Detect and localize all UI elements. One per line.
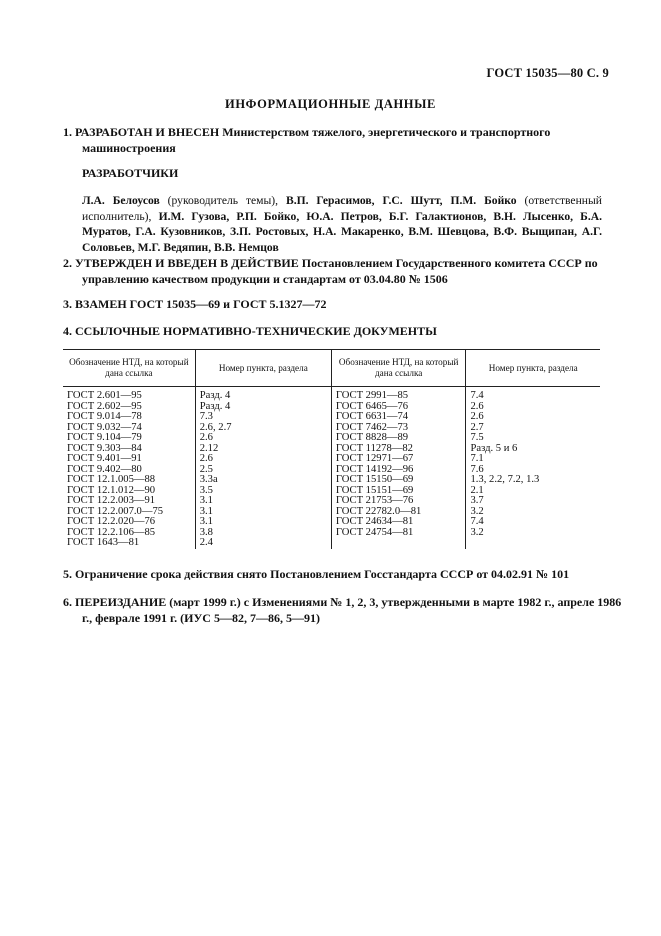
cell-ntd-right: ГОСТ 21753—76: [331, 496, 466, 507]
section-6-label: 6. ПЕРЕИЗДАНИЕ: [63, 595, 167, 609]
cell-clause-left: 7.3: [195, 412, 331, 423]
section-1-label: 1. РАЗРАБОТАН И ВНЕСЕН: [63, 125, 220, 139]
cell-ntd-left: ГОСТ 9.303—84: [67, 442, 142, 454]
cell-ntd-left: ГОСТ 1643—81: [67, 537, 140, 548]
cell-clause-left: 3.1: [195, 507, 331, 518]
table-row: [63, 454, 600, 465]
table-row: [63, 402, 600, 413]
cell-clause-right: 3.2: [466, 528, 600, 539]
cell-ntd-left: ГОСТ 12.1.012—90: [67, 484, 156, 496]
cell-clause-right: 7.4: [466, 387, 600, 402]
cell-clause-right: 2.6: [466, 412, 600, 423]
section-4-label: 4. ССЫЛОЧНЫЕ НОРМАТИВНО-ТЕХНИЧЕСКИЕ ДОКУМЕНТЫ: [63, 324, 437, 338]
cell-clause-right: 7.6: [466, 465, 600, 476]
cell-clause-left: 3.1: [195, 517, 331, 528]
cell-clause-right: Разд. 5 и 6: [466, 444, 600, 455]
cell-clause-left: 2.6: [195, 454, 331, 465]
table-row: [63, 433, 600, 444]
section-4: [63, 323, 603, 339]
section-5-text: 5. Ограничение срока действия снято Постановлением Госстандарта СССР от 04.02.91 № 101: [63, 567, 570, 581]
cell-clause-right: 2.6: [466, 402, 600, 413]
section-6-text: (март 1999 г.) с Изменениями № 1, 2, 3, утвержденными в марте 1982 г., апреле 1986 г., феврале 1991 г. (ИУС 5—82, 7—86, 5—91): [82, 595, 622, 625]
cell-clause-left: 3.3а: [195, 475, 331, 486]
developer-lead: Л.А. Белоусов: [82, 194, 160, 207]
cell-clause-right: 7.4: [466, 517, 600, 528]
table-header-row: [63, 350, 600, 387]
table-row: [63, 475, 600, 486]
cell-clause-right: 7.1: [466, 454, 600, 465]
section-6: [63, 594, 622, 626]
developer-group-1-note: (ответственный исполнитель),: [82, 194, 602, 223]
developer-group-2: И.М. Гузова, Р.П. Бойко, Ю.А. Петров, Б.Г. Галактионов, В.Н. Лысенко, Б.А. Муратов, Г.А. Кузовников, З.П. Ростовых, Н.А. Макаренко, В.М. Шевцова, В.Ф. Выщипан, А.Г. Соловьев, М.Г. Ведяпин, В.В. Немцов: [82, 209, 602, 254]
section-2-text: Постановлением Государственного комитета СССР по управлению качеством продукции и стандартам от 03.04.80 № 1506: [82, 256, 598, 286]
table-row: [63, 517, 600, 528]
section-2: [63, 255, 622, 287]
table-row: [63, 528, 600, 539]
cell-clause-right: [466, 538, 600, 549]
table-row: [63, 387, 600, 402]
cell-clause-left: 2.12: [195, 444, 331, 455]
cell-ntd-left: ГОСТ 12.1.005—88: [67, 474, 156, 485]
developer-lead-note: (руководитель темы),: [167, 194, 279, 207]
cell-clause-left: 2.4: [195, 538, 331, 549]
section-3-label: 3. ВЗАМЕН ГОСТ 15035—69 и ГОСТ 5.1327—72: [63, 297, 327, 311]
cell-ntd-right: [331, 538, 466, 549]
cell-ntd-right: ГОСТ 15150—69: [331, 475, 466, 486]
cell-ntd-left: ГОСТ 2.602—95: [67, 400, 142, 412]
cell-clause-right: 1.3, 2.2, 7.2, 1.3: [466, 475, 600, 486]
developers-heading: РАЗРАБОТЧИКИ: [82, 166, 179, 180]
cell-ntd-right: ГОСТ 24754—81: [331, 528, 466, 539]
cell-ntd-left: ГОСТ 12.2.007.0—75: [67, 505, 164, 517]
cell-ntd-right: ГОСТ 11278—82: [331, 444, 466, 455]
table-row: [63, 444, 600, 455]
cell-ntd-left: ГОСТ 2.601—95: [67, 390, 142, 401]
cell-clause-left: 3.5: [195, 486, 331, 497]
cell-clause-right: 2.7: [466, 423, 600, 434]
cell-ntd-left: ГОСТ 12.2.003—91: [67, 495, 156, 506]
cell-clause-left: 3.1: [195, 496, 331, 507]
cell-clause-right: 7.5: [466, 433, 600, 444]
table-row: [63, 423, 600, 434]
developers-list: [82, 193, 602, 255]
cell-ntd-left: ГОСТ 12.2.106—85: [67, 526, 156, 538]
cell-clause-left: Разд. 4: [195, 402, 331, 413]
section-2-label: 2. УТВЕРЖДЕН И ВВЕДЕН В ДЕЙСТВИЕ: [63, 256, 299, 270]
cell-ntd-right: ГОСТ 6465—76: [331, 402, 466, 413]
table-row: [63, 496, 600, 507]
table-row: [63, 412, 600, 423]
cell-clause-left: 3.8: [195, 528, 331, 539]
col-header-ntd-left: Обозначение НТД, на который дана ссылка: [63, 350, 195, 387]
developer-group-1: В.П. Герасимов, Г.С. Шутт, П.М. Бойко: [285, 194, 517, 207]
cell-clause-left: 2.6: [195, 433, 331, 444]
references-table: [63, 349, 600, 549]
cell-clause-left: 2.5: [195, 465, 331, 476]
cell-ntd-left: ГОСТ 9.032—74: [67, 421, 142, 433]
cell-ntd-left: ГОСТ 9.402—80: [67, 463, 142, 475]
cell-clause-right: 3.2: [466, 507, 600, 518]
section-3: [63, 296, 603, 312]
cell-ntd-right: ГОСТ 2991—85: [331, 387, 466, 402]
col-header-clause-left: Номер пункта, раздела: [195, 350, 331, 387]
cell-ntd-left: ГОСТ 9.014—78: [67, 411, 142, 422]
cell-ntd-left: ГОСТ 9.401—91: [67, 453, 142, 464]
cell-clause-left: Разд. 4: [195, 387, 331, 402]
cell-ntd-right: ГОСТ 8828—89: [331, 433, 466, 444]
section-5: [63, 566, 603, 582]
section-1-text: Министерством тяжелого, энергетического и транспортного машиностроения: [82, 125, 551, 155]
cell-ntd-right: ГОСТ 14192—96: [331, 465, 466, 476]
cell-ntd-right: ГОСТ 12971—67: [331, 454, 466, 465]
cell-ntd-right: ГОСТ 22782.0—81: [331, 507, 466, 518]
cell-clause-right: 2.1: [466, 486, 600, 497]
table-body: [63, 387, 600, 549]
cell-clause-left: 2.6, 2.7: [195, 423, 331, 434]
cell-ntd-right: ГОСТ 7462—73: [331, 423, 466, 434]
table-row: [63, 538, 600, 549]
col-header-clause-right: Номер пункта, раздела: [466, 350, 600, 387]
cell-ntd-right: ГОСТ 15151—69: [331, 486, 466, 497]
cell-ntd-right: ГОСТ 24634—81: [331, 517, 466, 528]
page-title: ИНФОРМАЦИОННЫЕ ДАННЫЕ: [225, 97, 436, 111]
page-header: ГОСТ 15035—80 С. 9: [486, 66, 609, 80]
cell-ntd-right: ГОСТ 6631—74: [331, 412, 466, 423]
cell-ntd-left: ГОСТ 12.2.020—76: [67, 516, 156, 527]
cell-clause-right: 3.7: [466, 496, 600, 507]
cell-ntd-left: ГОСТ 9.104—79: [67, 432, 142, 443]
section-1: [63, 124, 622, 156]
col-header-ntd-right: Обозначение НТД, на который дана ссылка: [331, 350, 466, 387]
